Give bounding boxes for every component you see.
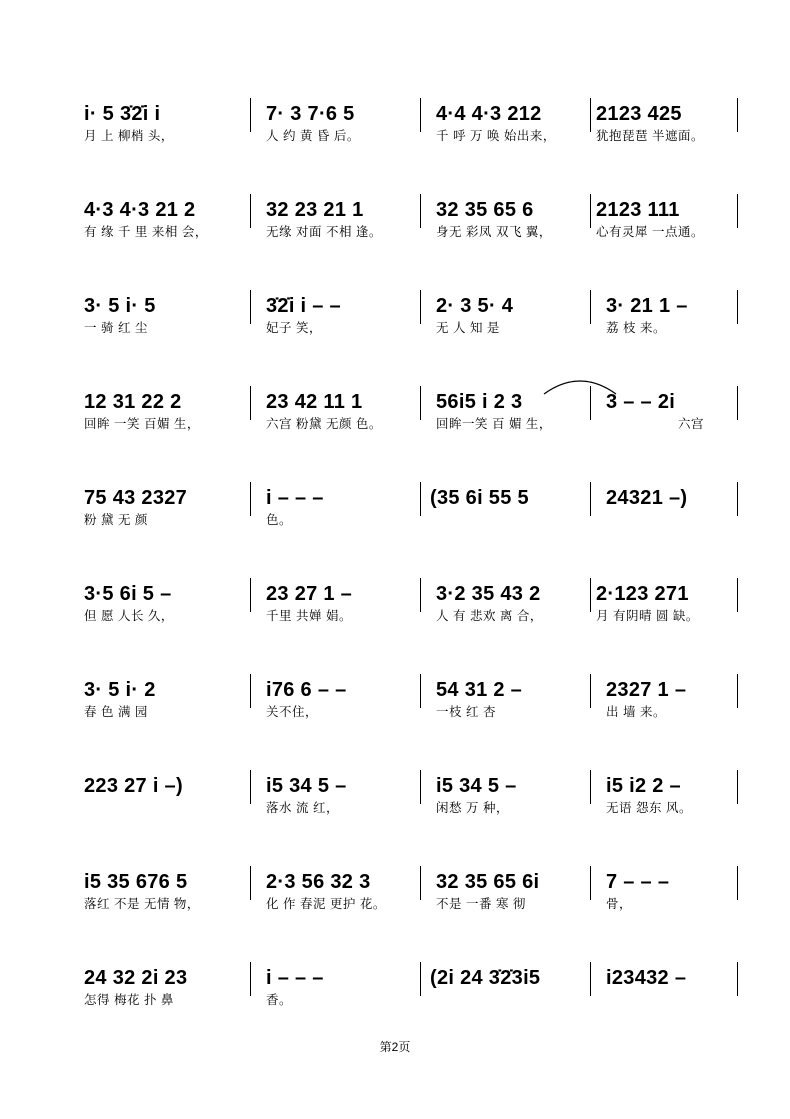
measure-notes: 56i5 i 2 3 — [436, 391, 523, 413]
system-2 — [0, 196, 790, 256]
measure — [84, 388, 244, 446]
barline — [250, 194, 251, 228]
measure-lyrics: 一 骑 红 尘 — [84, 321, 148, 335]
measure-lyrics: 无语 怨东 风。 — [606, 801, 692, 815]
measure — [84, 772, 244, 830]
measure-lyrics: 无 人 知 是 — [436, 321, 500, 335]
measure-notes: (35 6i 55 5 — [430, 487, 529, 509]
barline — [590, 578, 591, 612]
measure-notes: 2123 425 — [596, 103, 682, 125]
measure-notes: i – – – — [266, 487, 324, 509]
system-5 — [0, 484, 790, 544]
measure-lyrics: 六宫 — [678, 417, 705, 431]
measure-notes: 3̇2̇i i – – — [266, 295, 341, 317]
barline — [737, 770, 738, 804]
barline — [420, 98, 421, 132]
measure — [436, 580, 586, 638]
measure — [266, 196, 416, 254]
barline — [420, 962, 421, 996]
barline — [250, 98, 251, 132]
measure — [266, 100, 416, 158]
measure-notes: 3 – – 2i — [606, 391, 676, 413]
measure — [84, 196, 244, 254]
measure — [84, 100, 244, 158]
system-4 — [0, 388, 790, 448]
barline — [420, 482, 421, 516]
measure-lyrics: 粉 黛 无 颜 — [84, 513, 148, 527]
measure — [84, 676, 244, 734]
barline — [737, 290, 738, 324]
barline — [420, 866, 421, 900]
measure — [84, 484, 244, 542]
measure-lyrics: 春 色 满 园 — [84, 705, 148, 719]
measure — [436, 868, 586, 926]
measure-notes: 23 27 1 – — [266, 583, 353, 605]
measure — [606, 676, 736, 734]
barline — [590, 770, 591, 804]
barline — [250, 482, 251, 516]
measure — [266, 868, 416, 926]
measure — [266, 772, 416, 830]
measure-notes: 7· 3 7·6 5 — [266, 103, 355, 125]
barline — [737, 386, 738, 420]
measure-notes: 54 31 2 – — [436, 679, 523, 701]
measure-lyrics: 一枝 红 杏 — [436, 705, 496, 719]
measure-lyrics: 妃子 笑， — [266, 321, 322, 335]
measure-lyrics: 人 约 黄 昏 后。 — [266, 129, 360, 143]
page-number: 第2页 — [379, 1040, 411, 1054]
measure-lyrics: 出 墙 来。 — [606, 705, 666, 719]
barline — [420, 194, 421, 228]
measure-notes: 24321 –) — [606, 487, 688, 509]
measure — [84, 292, 244, 350]
measure — [596, 196, 736, 254]
measure-notes: 23 42 11 1 — [266, 391, 363, 413]
measure-lyrics: 六宫 粉黛 无颜 色。 — [266, 417, 382, 431]
measure-notes: 24 32 2i 23 — [84, 967, 188, 989]
measure-lyrics: 但 愿 人长 久， — [84, 609, 174, 623]
measure — [436, 676, 586, 734]
barline — [420, 770, 421, 804]
measure — [606, 868, 736, 926]
measure-lyrics: 人 有 悲欢 离 合， — [436, 609, 543, 623]
measure — [606, 388, 736, 446]
barline — [420, 578, 421, 612]
barline — [590, 482, 591, 516]
barline — [250, 290, 251, 324]
barline — [737, 962, 738, 996]
measure-lyrics: 落红 不是 无情 物， — [84, 897, 200, 911]
measure-lyrics: 无缘 对面 不相 逢。 — [266, 225, 382, 239]
system-3 — [0, 292, 790, 352]
measure — [436, 100, 586, 158]
measure-lyrics: 荔 枝 来。 — [606, 321, 666, 335]
barline — [250, 866, 251, 900]
barline — [250, 962, 251, 996]
measure-lyrics: 化 作 春泥 更护 花。 — [266, 897, 386, 911]
barline — [420, 386, 421, 420]
tie-arc — [540, 374, 620, 396]
measure-notes: i5 i2 2 – — [606, 775, 681, 797]
measure-lyrics: 回眸一笑 百 媚 生， — [436, 417, 552, 431]
barline — [737, 674, 738, 708]
measure — [266, 484, 416, 542]
measure-notes: 32 23 21 1 — [266, 199, 364, 221]
barline — [737, 194, 738, 228]
barline — [420, 674, 421, 708]
barline — [590, 674, 591, 708]
barline — [737, 866, 738, 900]
barline — [590, 98, 591, 132]
barline — [590, 290, 591, 324]
barline — [250, 386, 251, 420]
barline — [250, 770, 251, 804]
measure — [84, 868, 244, 926]
measure — [84, 580, 244, 638]
measure-lyrics: 有 缘 千 里 来相 会， — [84, 225, 208, 239]
measure-lyrics: 回眸 一笑 百媚 生， — [84, 417, 200, 431]
system-9 — [0, 868, 790, 928]
measure-lyrics: 身无 彩凤 双飞 翼， — [436, 225, 552, 239]
measure-notes: 32 35 65 6 — [436, 199, 534, 221]
measure-notes: i5 35 676 5 — [84, 871, 188, 893]
measure-lyrics: 落水 流 红， — [266, 801, 339, 815]
measure-notes: 3· 21 1 – — [606, 295, 688, 317]
measure — [606, 484, 736, 542]
measure-notes: i76 6 – – — [266, 679, 347, 701]
system-6 — [0, 580, 790, 640]
measure-lyrics: 怎得 梅花 扑 鼻 — [84, 993, 174, 1007]
measure-lyrics: 月 有阴晴 圆 缺。 — [596, 609, 699, 623]
measure-notes: i – – – — [266, 967, 324, 989]
measure — [84, 964, 244, 1022]
measure — [606, 964, 736, 1022]
measure-notes: 2123 111 — [596, 199, 680, 221]
barline — [250, 578, 251, 612]
measure — [436, 196, 586, 254]
measure-notes: 3·5 6i 5 – — [84, 583, 172, 605]
measure-lyrics: 闲愁 万 种， — [436, 801, 509, 815]
measure — [436, 388, 586, 446]
measure-notes: 12 31 22 2 — [84, 391, 182, 413]
measure — [266, 388, 416, 446]
measure-notes: 4·4 4·3 212 — [436, 103, 542, 125]
measure — [430, 484, 586, 542]
measure-notes: 223 27 i –) — [84, 775, 183, 797]
barline — [420, 290, 421, 324]
measure-lyrics: 不是 一番 寒 彻 — [436, 897, 526, 911]
system-7 — [0, 676, 790, 736]
measure-notes: i5 34 5 – — [436, 775, 517, 797]
measure-lyrics: 关不住， — [266, 705, 319, 719]
measure-notes: 3·2 35 43 2 — [436, 583, 541, 605]
barline — [590, 962, 591, 996]
measure-lyrics: 千里 共婵 娟。 — [266, 609, 352, 623]
measure-notes: (2i 24 3̇2̇3i5 — [430, 967, 541, 989]
measure-notes: 2327 1 – — [606, 679, 687, 701]
measure-notes: i23432 – — [606, 967, 687, 989]
system-10 — [0, 964, 790, 1024]
measure-lyrics: 犹抱琵琶 半遮面。 — [596, 129, 704, 143]
measure — [266, 292, 416, 350]
barline — [737, 482, 738, 516]
measure-notes: 2·123 271 — [596, 583, 689, 605]
measure-notes: 3· 5 i· 2 — [84, 679, 156, 701]
measure — [606, 772, 736, 830]
measure-notes: 2·3 56 32 3 — [266, 871, 371, 893]
barline — [737, 98, 738, 132]
measure — [596, 580, 736, 638]
measure — [436, 772, 586, 830]
measure-lyrics: 心有灵犀 一点通。 — [596, 225, 704, 239]
measure — [430, 964, 586, 1022]
system-1 — [0, 100, 790, 160]
measure — [266, 580, 416, 638]
measure-notes: 7 – – – — [606, 871, 670, 893]
measure-notes: 75 43 2327 — [84, 487, 188, 509]
measure-notes: 32 35 65 6i — [436, 871, 540, 893]
measure-lyrics: 骨， — [606, 897, 633, 911]
measure — [596, 100, 736, 158]
measure-notes: i· 5 3̇2̇i i — [84, 103, 161, 125]
barline — [590, 866, 591, 900]
barline — [590, 194, 591, 228]
measure — [266, 676, 416, 734]
measure-lyrics: 月 上 柳梢 头， — [84, 129, 174, 143]
measure — [266, 964, 416, 1022]
barline — [737, 578, 738, 612]
measure-notes: 2· 3 5· 4 — [436, 295, 514, 317]
measure-notes: 3· 5 i· 5 — [84, 295, 156, 317]
measure-notes: i5 34 5 – — [266, 775, 347, 797]
barline — [250, 674, 251, 708]
measure — [606, 292, 736, 350]
measure-lyrics: 千 呼 万 唤 始出来， — [436, 129, 556, 143]
measure-lyrics: 香。 — [266, 993, 293, 1007]
measure-notes: 4·3 4·3 21 2 — [84, 199, 196, 221]
system-8 — [0, 772, 790, 832]
measure-lyrics: 色。 — [266, 513, 293, 527]
measure — [436, 292, 586, 350]
